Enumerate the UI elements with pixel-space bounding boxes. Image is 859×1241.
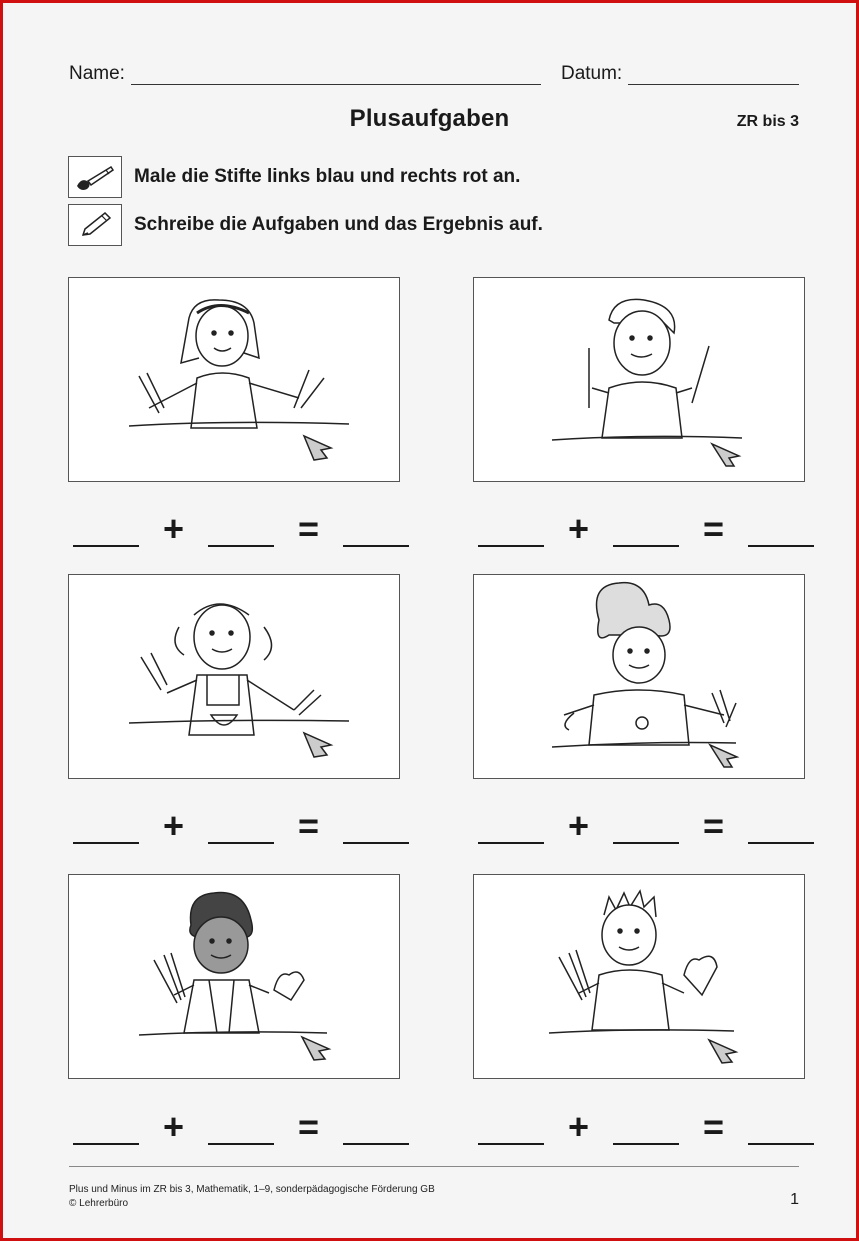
instruction-text: Schreibe die Aufgaben und das Ergebnis auf. xyxy=(134,214,543,235)
equals-sign: = xyxy=(702,1106,725,1147)
addend-field[interactable] xyxy=(478,517,544,547)
paintbrush-icon xyxy=(68,156,122,198)
equals-sign: = xyxy=(297,805,320,846)
picture-panel xyxy=(68,874,400,1079)
picture-panel xyxy=(68,574,400,779)
addend-field[interactable] xyxy=(208,517,274,547)
result-field[interactable] xyxy=(748,1115,814,1145)
equation-row xyxy=(73,507,409,547)
child-illustration xyxy=(474,278,806,483)
addend-field[interactable] xyxy=(478,1115,544,1145)
plus-sign: + xyxy=(567,805,590,846)
result-field[interactable] xyxy=(748,517,814,547)
result-field[interactable] xyxy=(343,814,409,844)
equals-sign: = xyxy=(702,805,725,846)
pencil-icon xyxy=(68,204,122,246)
addend-field[interactable] xyxy=(478,814,544,844)
addend-field[interactable] xyxy=(613,517,679,547)
child-illustration xyxy=(474,875,806,1080)
footer-credits xyxy=(69,1183,435,1211)
picture-panel xyxy=(473,574,805,779)
page-title: Plusaufgaben xyxy=(349,105,510,132)
instruction-write xyxy=(68,204,543,246)
picture-panel xyxy=(473,277,805,482)
addend-field[interactable] xyxy=(613,814,679,844)
instruction-text: Male die Stifte links blau und rechts rot an. xyxy=(134,166,521,187)
range-label: ZR bis 3 xyxy=(736,113,799,130)
footer-divider xyxy=(69,1166,799,1167)
equals-sign: = xyxy=(297,508,320,549)
result-field[interactable] xyxy=(343,517,409,547)
header-row xyxy=(69,59,799,85)
plus-sign: + xyxy=(162,805,185,846)
instruction-color xyxy=(68,156,520,198)
picture-panel xyxy=(68,277,400,482)
equals-sign: = xyxy=(297,1106,320,1147)
child-illustration xyxy=(69,575,401,780)
result-field[interactable] xyxy=(343,1115,409,1145)
plus-sign: + xyxy=(162,1106,185,1147)
page-number: 1 xyxy=(790,1191,799,1208)
equation-row xyxy=(478,507,814,547)
equals-sign: = xyxy=(702,508,725,549)
child-illustration xyxy=(69,875,401,1080)
addend-field[interactable] xyxy=(208,1115,274,1145)
equation-row xyxy=(478,804,814,844)
equation-row xyxy=(73,1105,409,1145)
name-field[interactable] xyxy=(131,65,541,85)
result-field[interactable] xyxy=(748,814,814,844)
picture-panel xyxy=(473,874,805,1079)
addend-field[interactable] xyxy=(73,1115,139,1145)
child-illustration xyxy=(69,278,401,483)
plus-sign: + xyxy=(567,1106,590,1147)
date-field[interactable] xyxy=(628,65,799,85)
plus-sign: + xyxy=(162,508,185,549)
addend-field[interactable] xyxy=(208,814,274,844)
date-label: Datum: xyxy=(560,63,623,84)
equation-row xyxy=(73,804,409,844)
name-label: Name: xyxy=(69,63,125,84)
addend-field[interactable] xyxy=(73,517,139,547)
plus-sign: + xyxy=(567,508,590,549)
addend-field[interactable] xyxy=(613,1115,679,1145)
addend-field[interactable] xyxy=(73,814,139,844)
child-illustration xyxy=(474,575,806,780)
equation-row xyxy=(478,1105,814,1145)
footer-source: Plus und Minus im ZR bis 3, Mathematik, 1–9, sonderpädagogische Förderung GB xyxy=(69,1184,435,1195)
footer-copyright: © Lehrerbüro xyxy=(69,1198,129,1209)
